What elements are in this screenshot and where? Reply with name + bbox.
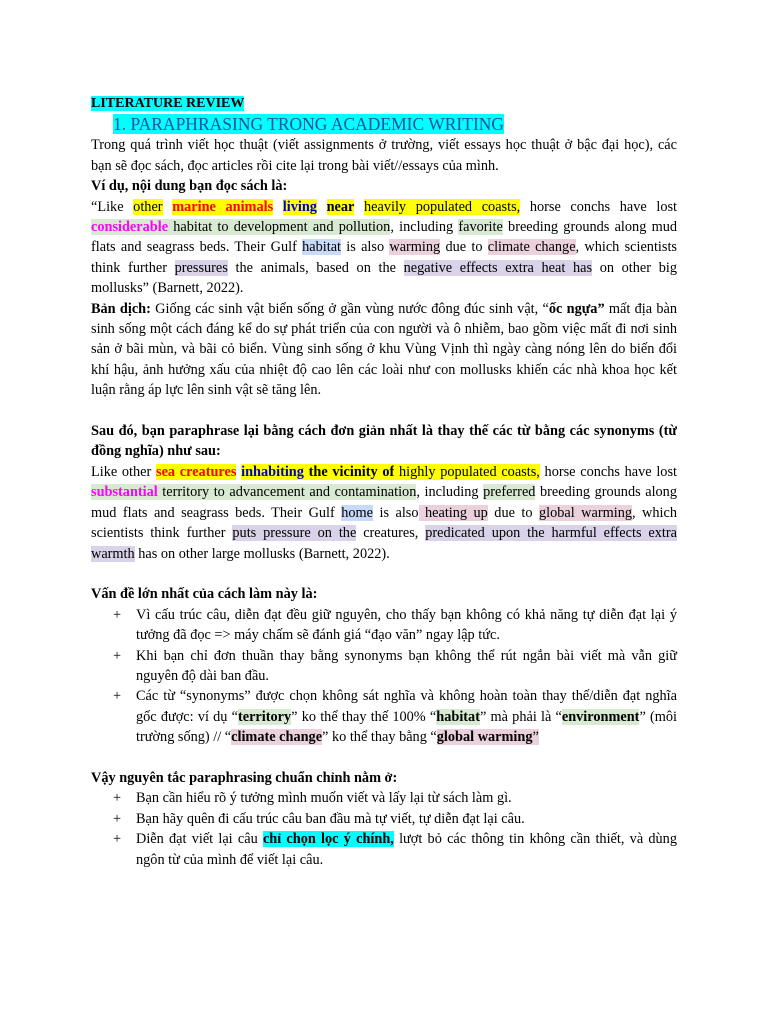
paraphrase-label: Sau đó, bạn paraphrase lại bằng cách đơn giản nhất là thay thế các từ bằng các synonyms (từ đồng nghĩa) như sau: <box>91 423 677 460</box>
list-item: + Khi bạn chỉ đơn thuần thay bằng synonyms bạn không thể rút ngắn bài viết mà vẫn giữ nguyên độ dài ban đầu. <box>113 647 677 684</box>
list-item: + Vì cấu trúc câu, diễn đạt đều giữ nguyên, cho thấy bạn không có khả năng tự diễn đạt lại ý tưởng đã đọc => máy chấm sẽ đánh giá “đạo văn” ngay lập tức. <box>113 606 677 644</box>
list-item: + Diễn đạt viết lại câu chỉ chọn lọc ý chính, lượt bỏ các thông tin không cần thiết, và dùng ngôn từ của mình để viết lại câu. <box>113 831 677 868</box>
paraphrase-example: Like other sea creatures inhabiting the vicinity of highly populated coasts, horse conchs have lost substantial territory to advancement and contamination, including preferred breeding grounds along mud flats and seagrass beds. Their Gulf home is also heating up due to global warming, which scientists think further puts pressure on the creatures, predicated upon the harmful effects extra warmth has on other large mollusks (Barnett, 2022). <box>91 463 677 562</box>
principles-list <box>91 788 677 870</box>
translation-paragraph: Bản dịch: Giống các sinh vật biển sống ở gần vùng nước đông đúc sinh vật, “ốc ngựa” mất địa bàn sinh sống một cách đáng kể do sự phát triển của con người và ô nhiễm, bao gồm việc mất đi nơi sinh sản ở bãi mùn, và bãi cỏ biển. Vùng sinh sống ở khu Vùng Vịnh thì ngày càng nóng lên do biến đổi khí hậu, ảnh hưởng xấu của nhiệt độ cao lên các loài như con mollusks khiến các nhà khoa học kết luận rằng áp lực lên sinh vật sẽ tăng lên. <box>91 300 677 399</box>
problems-label: Vấn đề lớn nhất của cách làm này là: <box>91 586 318 603</box>
list-item: + Bạn hãy quên đi cấu trúc câu ban đầu mà tự viết, tự diễn đạt lại câu. <box>113 810 525 827</box>
intro-paragraph: Trong quá trình viết học thuật (viết assignments ở trường, viết essays học thuật ở bậc đại học), các bạn sẽ đọc sách, đọc articles rồi cite lại trong bài viết//essays của mình. <box>91 137 677 174</box>
page-title: 1. PARAPHRASING TRONG ACADEMIC WRITING <box>113 114 505 135</box>
problems-list <box>91 605 677 748</box>
original-quote: “Like other marine animals living near heavily populated coasts, horse conchs have lost considerable habitat to development and pollution, including favorite breeding grounds along mud flats and seagrass beds. Their Gulf habitat is also warming due to climate change, which scientists think further pressures the animals, based on the negative effects extra heat has on other big mollusks” (Barnett, 2022). <box>91 198 678 297</box>
document-body <box>91 93 677 870</box>
section-heading: LITERATURE REVIEW <box>91 96 245 111</box>
list-item: + Bạn cần hiểu rõ ý tưởng mình muốn viết và lấy lại từ sách làm gì. <box>113 790 512 807</box>
example-label: Ví dụ, nội dung bạn đọc sách là: <box>91 178 288 195</box>
list-item: + Các từ “synonyms” được chọn không sát nghĩa và không hoàn toàn thay thế/diễn đạt nghĩa gốc được: ví dụ “territory” ko thể thay thế 100% “habitat” mà phải là “environment” (môi trường sống) // “climate change” ko thể thay bằng “global warming” <box>113 688 677 746</box>
principles-label: Vậy nguyên tắc paraphrasing chuẩn chỉnh nằm ở: <box>91 769 398 786</box>
